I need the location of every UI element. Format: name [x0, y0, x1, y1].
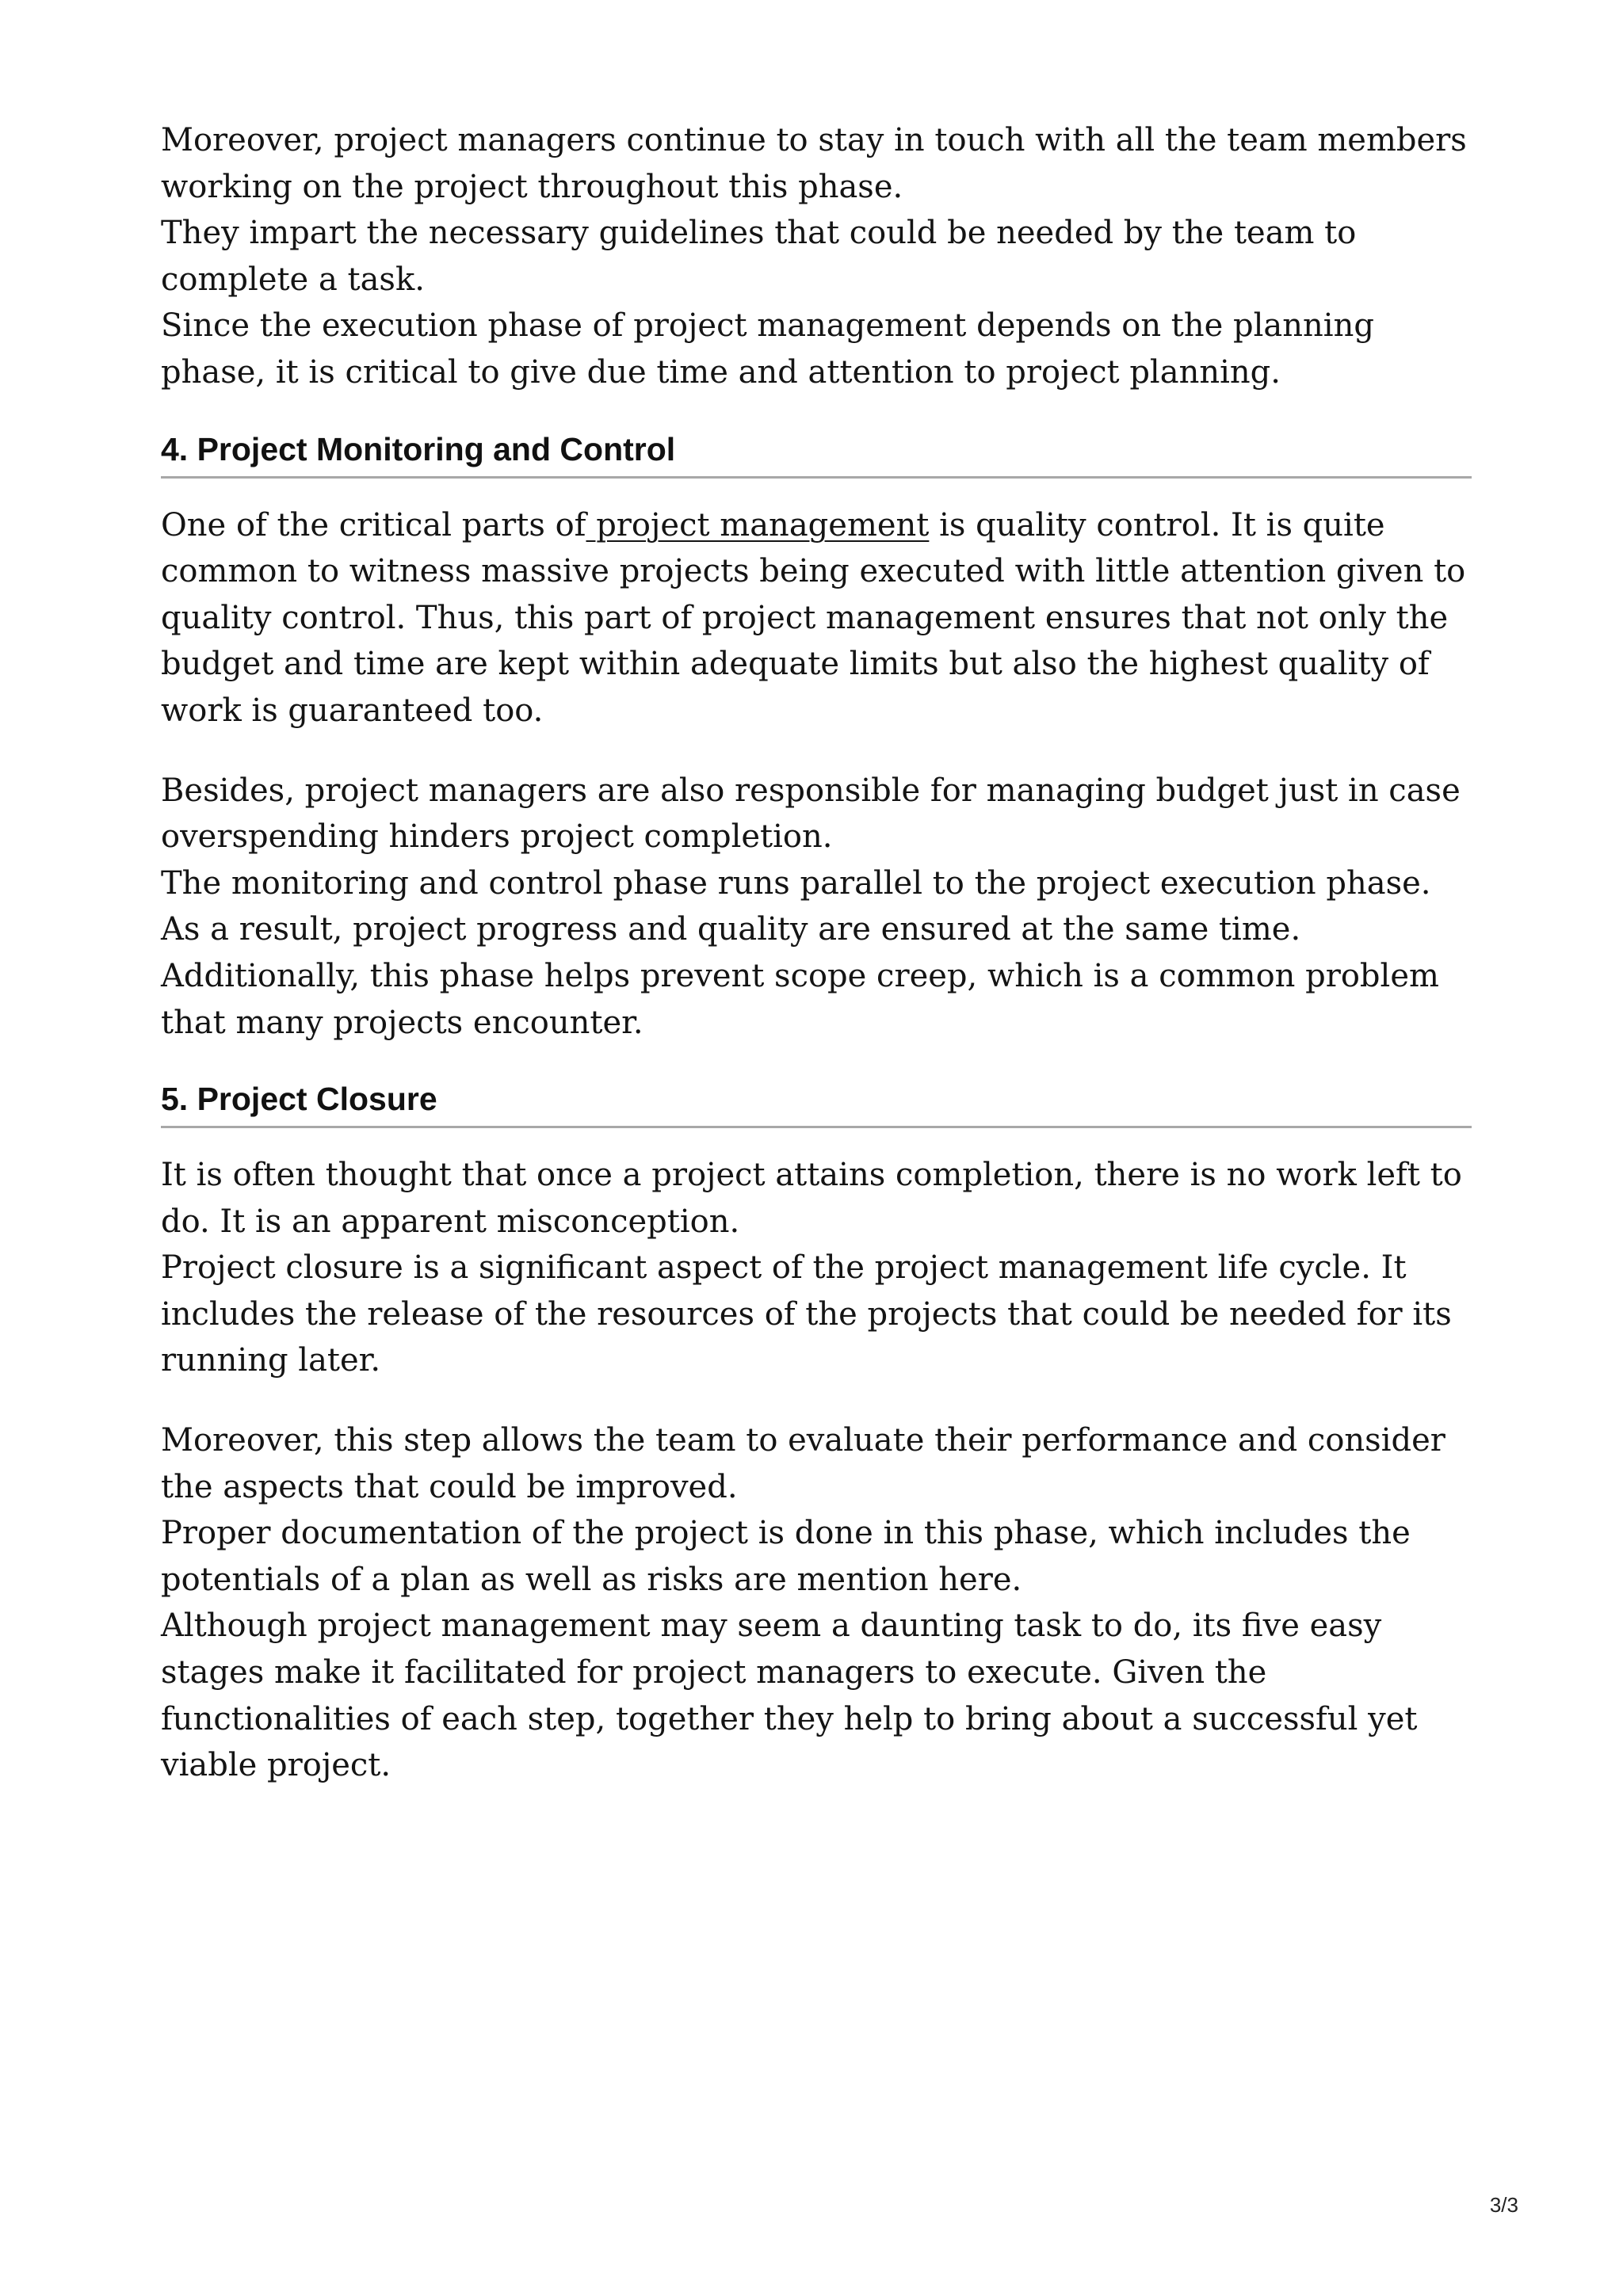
section4-text-before-link: One of the critical parts of: [161, 506, 586, 543]
section5-paragraph-misconception: It is often thought that once a project attains completion, there is no work left to do. It is an apparent misconception.: [161, 1157, 1462, 1240]
section5-paragraph-closure: Project closure is a significant aspect of the project management life cycle. It includes the release of the resources of the projects that could be needed for its running later.: [161, 1249, 1452, 1379]
section4-paragraph-group-2: [161, 768, 1472, 1047]
project-management-link[interactable]: project management: [586, 506, 930, 543]
section4-paragraph-quality-control: [161, 502, 1472, 734]
section-heading-project-closure: 5. Project Closure: [161, 1080, 1472, 1128]
intro-paragraph: Since the execution phase of project management depends on the planning phase, it is critical to give due time and attention to project planning.: [161, 307, 1374, 391]
intro-paragraph: They impart the necessary guidelines that could be needed by the team to complete a task.: [161, 215, 1357, 298]
section5-paragraph-documentation: Proper documentation of the project is done in this phase, which includes the potentials of a plan as well as risks are mention here.: [161, 1515, 1411, 1598]
section5-paragraph-evaluate: Moreover, this step allows the team to evaluate their performance and consider the aspects that could be improved.: [161, 1422, 1445, 1505]
section5-paragraph-group-1: [161, 1152, 1472, 1384]
section-heading-monitoring-control: 4. Project Monitoring and Control: [161, 430, 1472, 479]
intro-paragraph-group: [161, 117, 1472, 396]
section4-paragraph-parallel: The monitoring and control phase runs parallel to the project execution phase. As a result, project progress and quality are ensured at the same time. Additionally, this phase helps prevent scope creep, which is a common problem that many projects encounter.: [161, 864, 1439, 1041]
section5-paragraph-conclusion: Although project management may seem a daunting task to do, its five easy stages make it facilitated for project managers to execute. Given the functionalities of each step, together they help to bring about a successful yet viable project.: [161, 1608, 1418, 1784]
page-number: 3/3: [1489, 2193, 1518, 2217]
page-content: [161, 117, 1472, 1789]
section4-text-after-link: is quality control. It is quite common to witness massive projects being executed with little attention given to quality control. Thus, this part of project management ensures that not only the budget and time are kept within adequate limits but also the highest quality of work is guaranteed too.: [161, 506, 1466, 729]
section4-paragraph-budget: Besides, project managers are also responsible for managing budget just in case overspending hinders project completion.: [161, 772, 1461, 856]
intro-paragraph: Moreover, project managers continue to stay in touch with all the team members working on the project throughout this phase.: [161, 122, 1467, 205]
section4-paragraph-group-1: [161, 502, 1472, 734]
section5-paragraph-group-2: [161, 1417, 1472, 1789]
